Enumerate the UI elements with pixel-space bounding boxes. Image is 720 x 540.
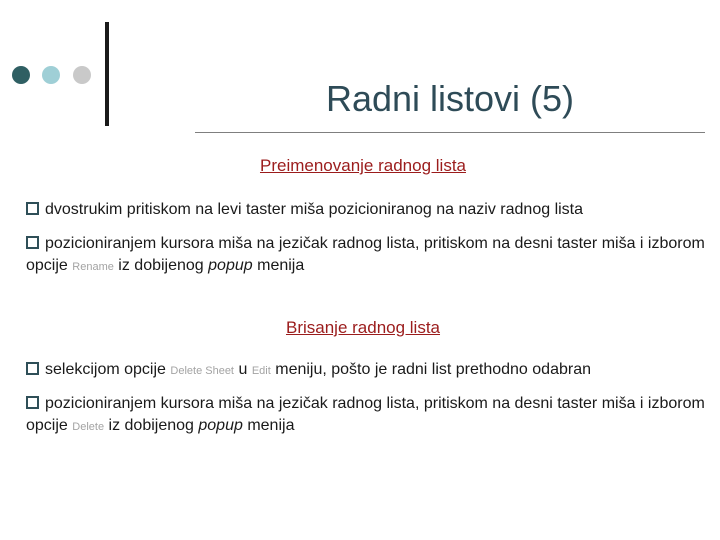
command-delete-sheet: Delete Sheet bbox=[170, 365, 234, 377]
bullet-item-delete-1 bbox=[26, 359, 706, 382]
decor-dot-gray bbox=[73, 66, 91, 84]
item-text-middle: iz dobijenog bbox=[108, 417, 194, 434]
item-text-middle: u bbox=[238, 361, 248, 378]
item-text-end: menija bbox=[247, 417, 295, 434]
emphasis-popup: popup bbox=[208, 257, 253, 274]
item-text-end: meniju, pošto je radni list prethodno odabran bbox=[275, 361, 591, 378]
bullet-item-rename-1 bbox=[26, 199, 706, 221]
slide-title: Radni listovi (5) bbox=[325, 78, 575, 119]
menu-edit: Edit bbox=[251, 365, 271, 377]
checkbox-bullet-icon bbox=[26, 202, 39, 215]
item-text: pozicioniranjem kursora miša na jezičak radnog lista, pritiskom na desni taster miša i izborom opcije bbox=[26, 235, 705, 274]
decor-vertical-bar bbox=[105, 22, 109, 126]
command-delete: Delete bbox=[72, 421, 105, 433]
item-text: pozicioniranjem kursora miša na jezičak radnog lista, pritiskom na desni taster miša i izborom opcije bbox=[26, 395, 705, 434]
decor-dot-dark bbox=[12, 66, 30, 84]
command-rename: Rename bbox=[72, 261, 114, 273]
checkbox-bullet-icon bbox=[26, 236, 39, 249]
item-text: dvostrukim pritiskom na levi taster miša pozicioniranog na naziv radnog lista bbox=[45, 201, 584, 218]
item-text-end: menija bbox=[257, 257, 305, 274]
checkbox-bullet-icon bbox=[26, 362, 39, 375]
heading-delete: Brisanje radnog lista bbox=[285, 318, 441, 337]
decor-dot-teal bbox=[42, 66, 60, 84]
bullet-item-delete-2 bbox=[26, 393, 706, 438]
bullet-item-rename-2 bbox=[26, 233, 706, 278]
item-text-middle: iz dobijenog bbox=[118, 257, 204, 274]
checkbox-bullet-icon bbox=[26, 396, 39, 409]
title-divider bbox=[195, 132, 705, 133]
emphasis-popup: popup bbox=[198, 417, 243, 434]
heading-rename: Preimenovanje radnog lista bbox=[259, 156, 466, 175]
item-text: selekcijom opcije bbox=[45, 361, 166, 378]
